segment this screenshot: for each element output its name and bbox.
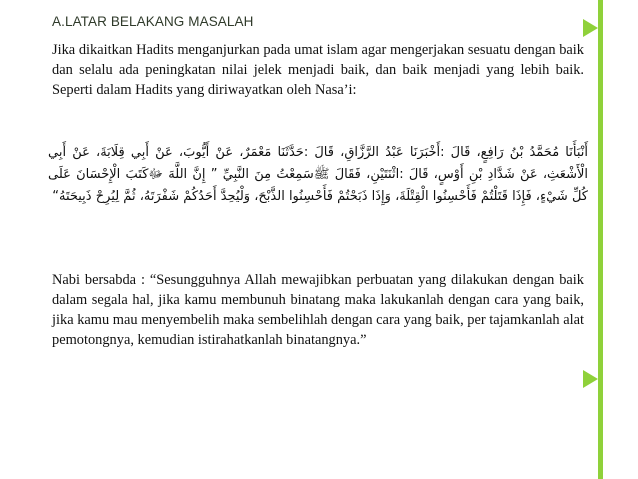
- accent-triangle-top: [583, 19, 598, 37]
- section-heading: A.LATAR BELAKANG MASALAH: [52, 14, 254, 29]
- accent-triangle-bottom: [583, 370, 598, 388]
- arabic-hadith-text: أَنْبَأَنَا مُحَمَّدُ بْنُ رَافِعٍ، قَالَ :أَخْبَرَنَا عَبْدُ الرَّزَّاقِ، قَالَ :حَدَّثَنَا مَعْمَرٌ، عَنْ أَيُّوبَ، عَنْ أَبِي قِلَابَةَ، عَنْ أَبِي الْأَشْعَثِ، عَنْ شَدَّادِ بْنِ أَوْسٍ، قَالَ :اثْنَتَيْنِ، فَقَالَ ﷺسَمِعْتُ مِنَ النَّبِيِّ ” إِنَّ اللَّهَ ﷻكَتَبَ الْإِحْسَانَ عَلَى كُلِّ شَيْءٍ، فَإِذَا قَتَلْتُمْ فَأَحْسِنُوا الْقِتْلَةَ، وَإِذَا ذَبَحْتُمْ فَأَحْسِنُوا الذَّبْحَ، وَلْيُحِدَّ أَحَدُكُمْ شَفْرَتَهُ، ثُمَّ لِيُرِحْ ذَبِيحَتَهُ“: [48, 145, 588, 204]
- intro-paragraph: Jika dikaitkan Hadits menganjurkan pada umat islam agar mengerjakan sesuatu dengan baik dan selalu ada peningkatan nilai jelek menjadi baik, dan baik menjadi yang lebih baik. Seperti dalam Hadits yang diriwayatkan oleh Nasa’i:: [52, 42, 584, 98]
- translation-paragraph: Nabi bersabda : “Sesungguhnya Allah mewajibkan perbuatan yang dilakukan dengan baik dalam segala hal, jika kamu membunuh binatang maka lakukanlah dengan cara yang baik, jika kamu mau menyembelih maka sembelihlah dengan cara yang baik, per tajamkanlah alat pemotongnya, kemudian istirahatkanlah binatangnya.”: [52, 272, 584, 348]
- accent-bar: [598, 0, 603, 479]
